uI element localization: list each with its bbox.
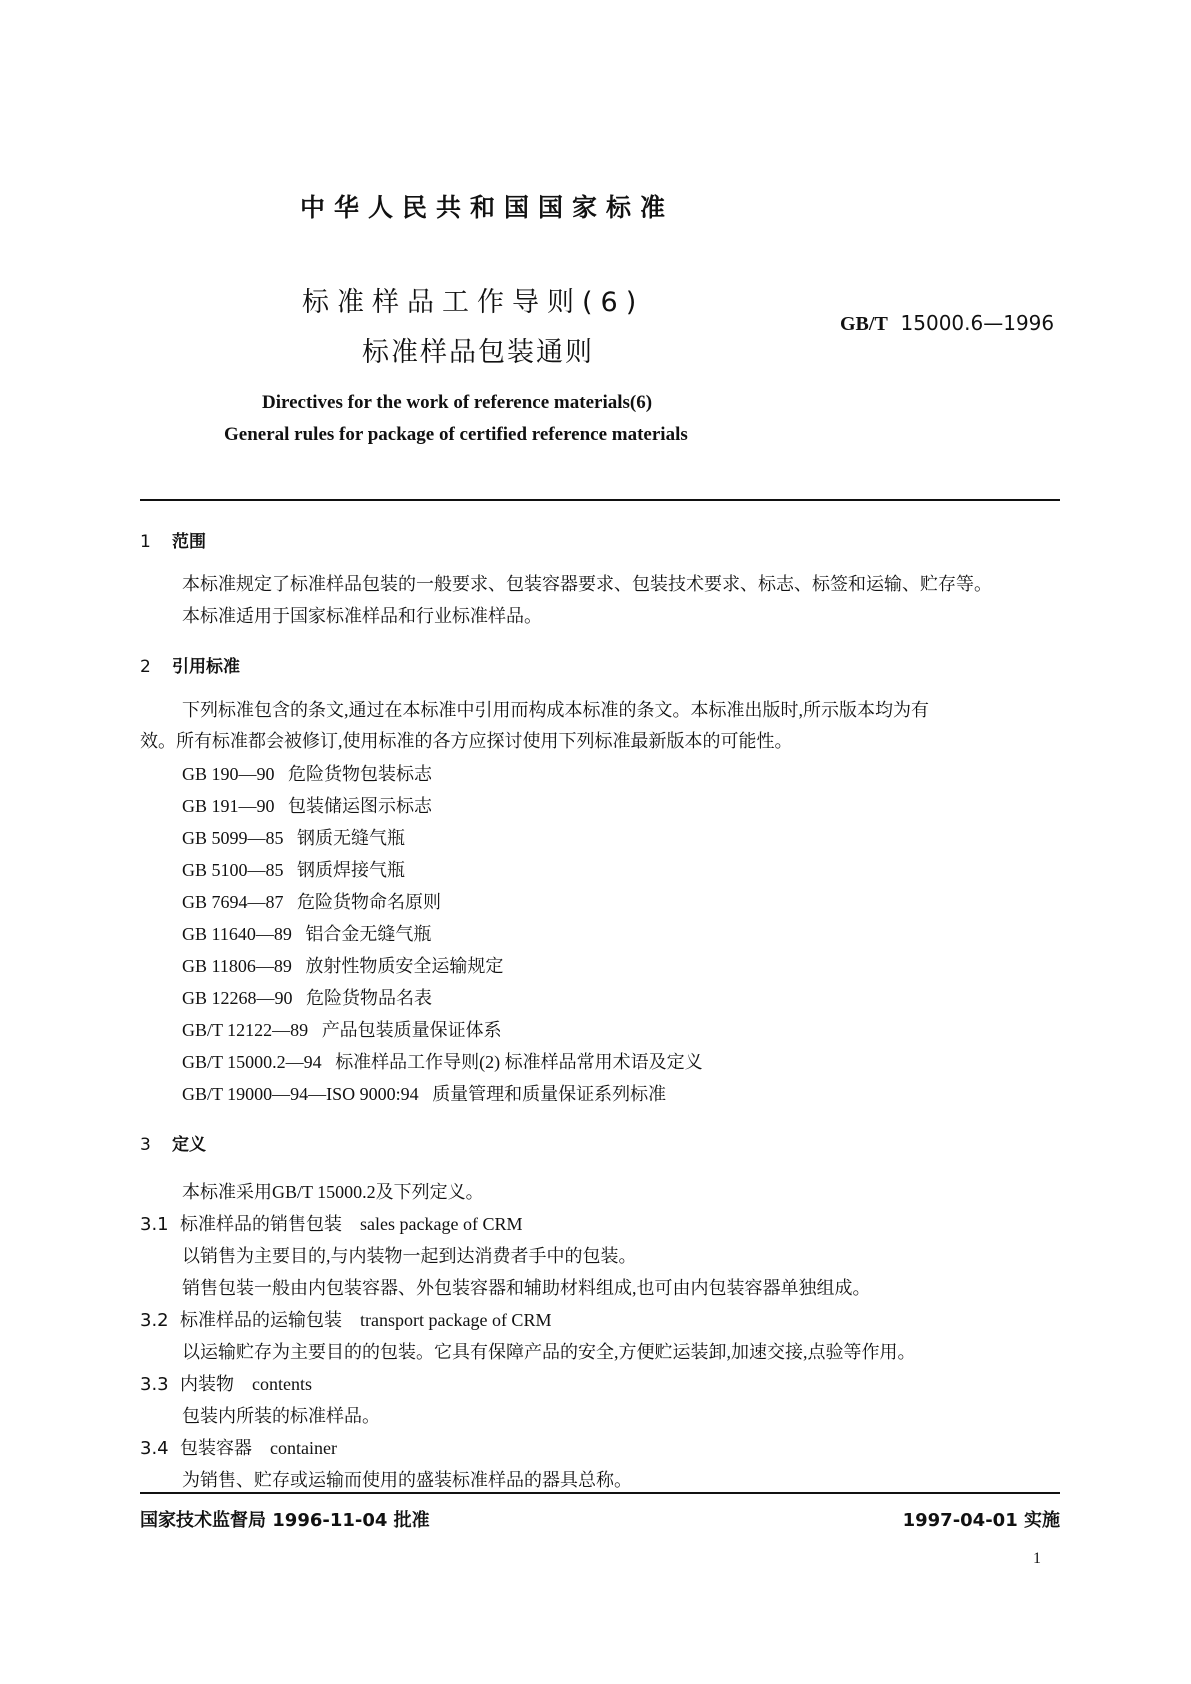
reference-item xyxy=(182,1080,666,1106)
title-en-line1: Directives for the work of reference materials(6) xyxy=(262,392,653,413)
section-number: 1 xyxy=(140,532,151,552)
reference-title: 钢质焊接气瓶 xyxy=(297,860,406,880)
reference-item xyxy=(182,760,432,786)
definition-term: 标准样品的销售包装 xyxy=(180,1214,342,1234)
reference-code: GB/T 12122—89 xyxy=(182,1020,309,1040)
section-3-heading xyxy=(140,1130,206,1155)
standard-number xyxy=(840,311,1054,336)
definition-term-row xyxy=(140,1306,551,1332)
reference-code: GB 190—90 xyxy=(182,764,275,784)
definition-term: 包装容器 xyxy=(180,1438,252,1458)
reference-item xyxy=(182,1048,703,1074)
reference-item xyxy=(182,952,503,978)
definition-term-en: container xyxy=(270,1438,337,1458)
title-cn-line1: 标准样品工作导则(6) xyxy=(302,287,645,318)
section-1-heading xyxy=(140,527,206,552)
reference-title: 包装储运图示标志 xyxy=(288,796,433,816)
definition-term-en: transport package of CRM xyxy=(360,1310,552,1330)
definitions-intro: 本标准采用GB/T 15000.2及下列定义。 xyxy=(182,1182,484,1202)
definition-number: 3.2 xyxy=(140,1310,169,1331)
reference-code: GB 12268—90 xyxy=(182,988,293,1008)
reference-title: 钢质无缝气瓶 xyxy=(297,828,406,848)
section-2-heading xyxy=(140,652,240,677)
definition-text: 为销售、贮存或运输而使用的盛装标准样品的器具总称。 xyxy=(182,1470,632,1490)
definition-text: 包装内所装的标准样品。 xyxy=(182,1406,380,1426)
definition-text: 销售包装一般由内包装容器、外包装容器和辅助材料组成,也可由内包装容器单独组成。 xyxy=(182,1278,871,1298)
reference-item xyxy=(182,1016,502,1042)
definition-term-row xyxy=(140,1434,337,1460)
reference-code: GB 191—90 xyxy=(182,796,275,816)
reference-title: 质量管理和质量保证系列标准 xyxy=(432,1084,667,1104)
section-number: 2 xyxy=(140,657,151,677)
reference-title: 铝合金无缝气瓶 xyxy=(305,924,432,944)
reference-code: GB 11806—89 xyxy=(182,956,292,976)
approval-date: 国家技术监督局 1996-11-04 批准 xyxy=(140,1510,430,1531)
title-en-line2: General rules for package of certified reference materials xyxy=(224,424,688,445)
scope-paragraph-2: 本标准适用于国家标准样品和行业标准样品。 xyxy=(182,606,542,626)
standard-prefix: GB/T xyxy=(840,313,888,335)
definition-term: 内装物 xyxy=(180,1374,234,1394)
footer-divider xyxy=(140,1492,1060,1494)
title-cn-line2: 标准样品包装通则 xyxy=(362,337,594,368)
definition-term-en: contents xyxy=(252,1374,312,1394)
section-number: 3 xyxy=(140,1135,151,1155)
reference-item xyxy=(182,792,432,818)
reference-title: 危险货物包装标志 xyxy=(288,764,433,784)
definition-text: 以运输贮存为主要目的的包装。它具有保障产品的安全,方便贮运装卸,加速交接,点验等作用。 xyxy=(182,1342,916,1362)
header-divider xyxy=(140,499,1060,501)
reference-title: 放射性物质安全运输规定 xyxy=(305,956,504,976)
reference-code: GB/T 19000—94—ISO 9000:94 xyxy=(182,1084,419,1104)
reference-code: GB 5099—85 xyxy=(182,828,284,848)
definition-number: 3.1 xyxy=(140,1214,169,1235)
references-paragraph-line2: 效。所有标准都会被修订,使用标准的各方应探讨使用下列标准最新版本的可能性。 xyxy=(140,731,793,751)
definition-term-row xyxy=(140,1370,312,1396)
definition-number: 3.4 xyxy=(140,1438,169,1459)
definition-term: 标准样品的运输包装 xyxy=(180,1310,342,1330)
reference-item xyxy=(182,984,432,1010)
reference-title: 产品包装质量保证体系 xyxy=(321,1020,502,1040)
reference-code: GB/T 15000.2—94 xyxy=(182,1052,322,1072)
reference-title: 标准样品工作导则(2) 标准样品常用术语及定义 xyxy=(335,1052,703,1072)
reference-item xyxy=(182,824,405,850)
reference-item xyxy=(182,888,441,914)
reference-item xyxy=(182,920,431,946)
reference-title: 危险货物命名原则 xyxy=(297,892,442,912)
section-title: 引用标准 xyxy=(172,657,240,677)
effective-date: 1997-04-01 实施 xyxy=(902,1510,1060,1531)
reference-code: GB 7694—87 xyxy=(182,892,284,912)
page-number: 1 xyxy=(1033,1550,1041,1567)
reference-title: 危险货物品名表 xyxy=(306,988,433,1008)
section-title: 范围 xyxy=(172,532,206,552)
country-standard-heading: 中华人民共和国国家标准 xyxy=(300,193,675,222)
definition-term-row xyxy=(140,1210,522,1236)
references-paragraph-line1: 下列标准包含的条文,通过在本标准中引用而构成本标准的条文。本标准出版时,所示版本均为有 xyxy=(182,700,929,720)
reference-code: GB 5100—85 xyxy=(182,860,284,880)
definition-number: 3.3 xyxy=(140,1374,169,1395)
standard-code: 15000.6—1996 xyxy=(900,311,1055,335)
definition-text: 以销售为主要目的,与内装物一起到达消费者手中的包装。 xyxy=(182,1246,637,1266)
scope-paragraph-1: 本标准规定了标准样品包装的一般要求、包装容器要求、包装技术要求、标志、标签和运输、贮存等。 xyxy=(182,574,992,594)
section-title: 定义 xyxy=(172,1135,206,1155)
definition-term-en: sales package of CRM xyxy=(360,1214,523,1234)
reference-item xyxy=(182,856,405,882)
reference-code: GB 11640—89 xyxy=(182,924,292,944)
